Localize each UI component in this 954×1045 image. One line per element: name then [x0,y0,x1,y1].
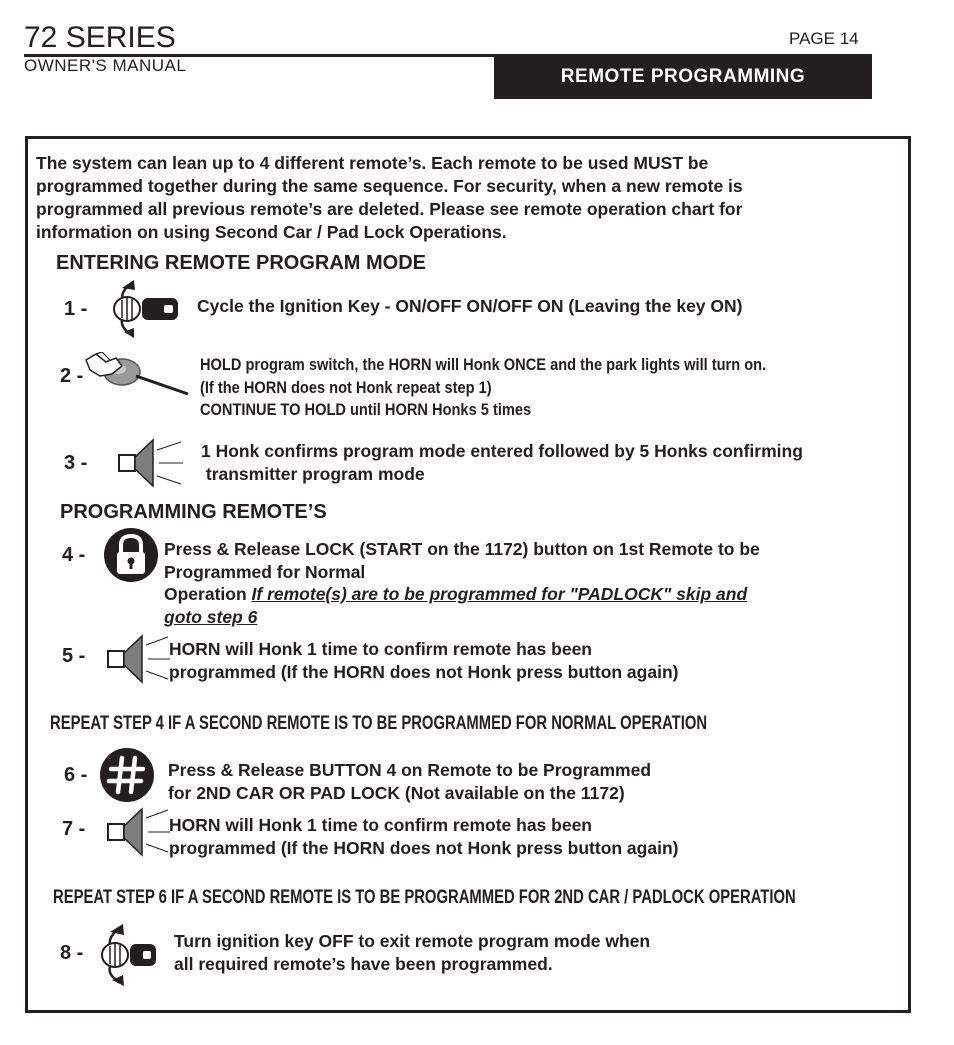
step-line: HORN will Honk 1 time to confirm remote has been [169,815,592,835]
step-line: 1 Honk confirms program mode entered followed by 5 Honks confirming [201,441,803,461]
intro-line: programmed together during the same sequence. For security, when a new remote is [36,176,743,196]
operation-label: Operation [164,584,252,604]
series-title: 72 SERIES [24,21,176,54]
step-3-number: 3 - [64,452,88,474]
intro-line: programmed all previous remote’s are deleted. Please see remote operation chart for [36,199,743,219]
step-5-text [169,638,678,683]
step-5-number: 5 - [62,645,86,667]
step-line: Cycle the Ignition Key - ON/OFF ON/OFF ON (Leaving the key ON) [197,296,743,316]
intro-line: The system can lean up to 4 different remote’s. Each remote to be used MUST be [36,153,709,173]
step-7-text [169,814,678,859]
step-1-number: 1 - [64,298,88,320]
step-line: Press & Release BUTTON 4 on Remote to be Programmed [168,760,652,780]
repeat-step-6-note: REPEAT STEP 6 IF A SECOND REMOTE IS TO BE PROGRAMMED FOR 2ND CAR / PADLOCK OPERATION [53,887,796,908]
intro-line: information on using Second Car / Pad Lock Operations. [36,222,507,242]
step-line [164,583,760,606]
program-switch-icon [82,352,192,398]
step-3-text [201,440,803,485]
step-2-number: 2 - [60,365,84,387]
step-6-text [168,759,651,804]
ignition-key-icon [100,278,184,340]
step-line: CONTINUE TO HOLD until HORN Honks 5 times [200,400,532,419]
step-4-number: 4 - [62,544,86,566]
horn-speaker-icon [106,806,174,858]
step-line: transmitter program mode [201,463,425,484]
step-line: HORN will Honk 1 time to confirm remote has been [169,639,592,659]
owners-manual-label: OWNER'S MANUAL [24,56,187,75]
horn-speaker-icon [117,436,185,490]
step-line: (If the HORN does not Honk repeat step 1) [200,377,492,397]
padlock-skip-note: If remote(s) are to be programmed for "PADLOCK" skip and [251,584,748,604]
step-line: programmed (If the HORN does not Honk press button again) [169,837,679,858]
horn-speaker-icon [106,633,174,685]
step-line: programmed (If the HORN does not Honk press button again) [169,661,679,682]
step-6-number: 6 - [64,764,88,786]
step-8-number: 8 - [60,942,84,964]
step-line: Press & Release LOCK (START on the 1172) button on 1st Remote to be [164,539,760,559]
step-4-text [164,538,760,628]
programming-remotes-heading: PROGRAMMING REMOTE’S [60,501,327,523]
ignition-key-icon [88,922,172,988]
repeat-step-4-note: REPEAT STEP 4 IF A SECOND REMOTE IS TO BE PROGRAMMED FOR NORMAL OPERATION [50,713,708,734]
step-2-text [200,354,766,422]
step-8-text [174,930,650,975]
button-4-hash-icon [99,747,155,803]
intro-paragraph [36,152,743,244]
lock-button-icon [103,527,159,583]
step-line: for 2ND CAR OR PAD LOCK (Not available on the 1172) [168,782,625,803]
page-number: PAGE 14 [789,29,859,48]
step-1-text [197,295,742,318]
step-line: Programmed for Normal [164,561,366,582]
entering-mode-heading: ENTERING REMOTE PROGRAM MODE [56,252,427,274]
step-line: Turn ignition key OFF to exit remote program mode when [174,931,651,951]
step-line: all required remote’s have been programmed. [174,953,553,974]
padlock-skip-note-end: goto step 6 [164,606,258,627]
step-line [164,606,760,629]
section-title: REMOTE PROGRAMMING [494,55,872,99]
step-line: HOLD program switch, the HORN will Honk ONCE and the park lights will turn on. [200,355,767,374]
step-7-number: 7 - [62,818,86,840]
